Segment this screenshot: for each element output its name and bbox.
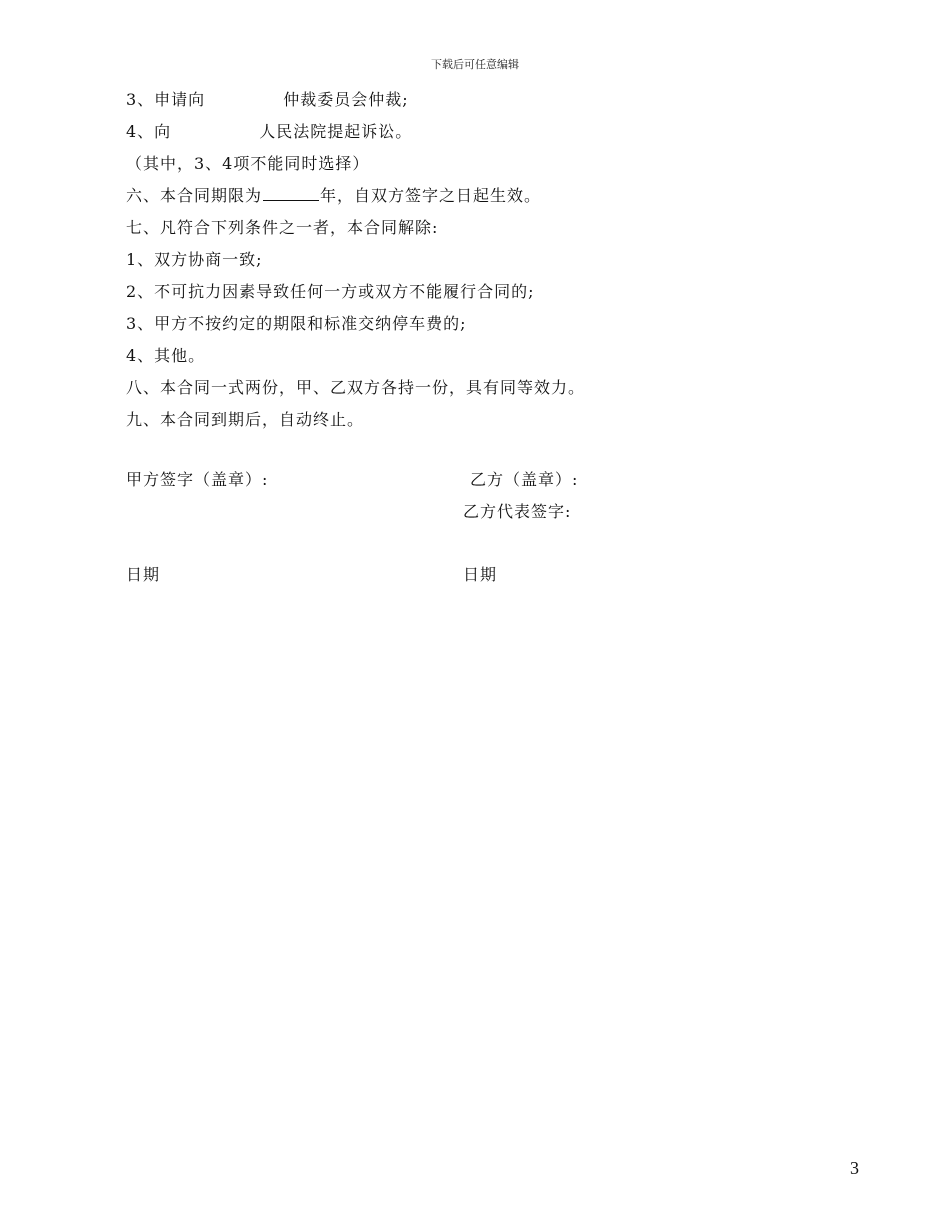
clause-arbitration-suffix: 仲裁委员会仲裁; — [283, 90, 409, 109]
clause-arbitration-prefix: 3、申请向 — [126, 90, 206, 109]
clause-litigation — [126, 120, 826, 152]
termination-item: 4、其他。 — [126, 346, 206, 365]
clause-copies: 八、本合同一式两份，甲、乙双方各持一份，具有同等效力。 — [126, 378, 586, 397]
clause-litigation-suffix: 人民法院提起诉讼。 — [259, 122, 413, 141]
clause-arbitration — [126, 88, 826, 120]
party-a-signature-label: 甲方签字（盖章）: — [126, 470, 269, 489]
party-b-rep-signature-label: 乙方代表签字: — [463, 502, 572, 521]
clause-note: （其中，3、4项不能同时选择） — [126, 154, 370, 173]
page-number: 3 — [850, 1158, 859, 1178]
party-b-seal-label: 乙方（盖章）: — [470, 470, 579, 489]
party-a-date-label: 日期 — [126, 565, 161, 584]
clause-term — [126, 184, 826, 216]
termination-item: 2、不可抗力因素导致任何一方或双方不能履行合同的; — [126, 282, 535, 301]
party-b-date-label: 日期 — [463, 565, 498, 584]
contract-body — [126, 88, 826, 440]
clause-term-suffix: 年，自双方签字之日起生效。 — [320, 186, 542, 205]
clause-termination-title: 七、凡符合下列条件之一者，本合同解除: — [126, 218, 439, 237]
term-years-blank — [263, 184, 319, 201]
termination-item: 3、甲方不按约定的期限和标准交纳停车费的; — [126, 314, 467, 333]
page-header: 下载后可任意编辑 — [431, 58, 519, 71]
clause-expiry: 九、本合同到期后，自动终止。 — [126, 410, 365, 429]
clause-litigation-prefix: 4、向 — [126, 122, 172, 141]
clause-term-prefix: 六、本合同期限为 — [126, 186, 263, 205]
termination-item: 1、双方协商一致; — [126, 250, 263, 269]
